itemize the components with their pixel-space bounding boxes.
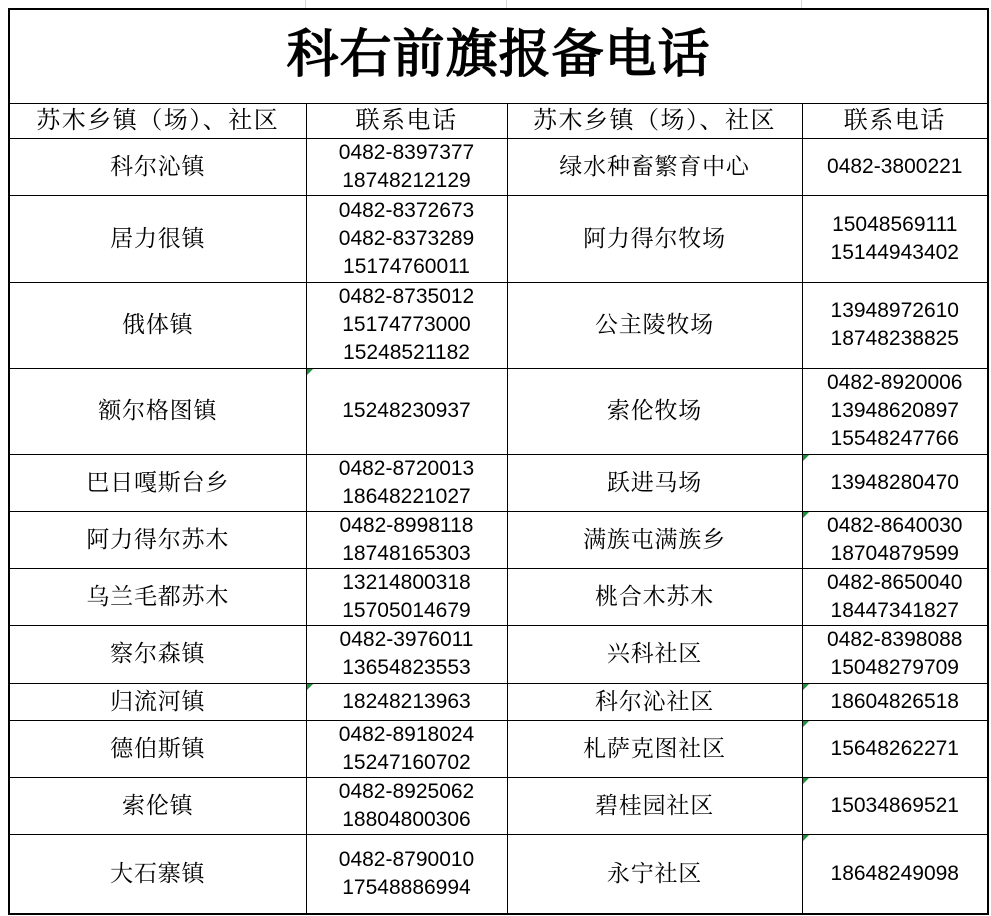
area-cell[interactable] [507,368,802,454]
phone-number: 18604826518 [830,689,959,713]
area-cell[interactable] [9,834,306,914]
phone-cell[interactable] [306,683,507,720]
phone-number: 15048279709 [830,656,959,679]
area-name: 归流河镇 [110,688,206,714]
phone-cell[interactable] [306,568,507,625]
phone-number: 0482-8373289 [338,226,475,250]
area-name: 德伯斯镇 [110,735,206,761]
phone-number: 15034869521 [830,793,959,817]
phone-cell[interactable] [802,282,988,368]
table-row [9,683,988,720]
area-cell[interactable] [9,282,306,368]
column-header-phone: 联系电话 [843,107,946,134]
phone-number: 0482-3976011 [339,628,474,651]
phone-cell[interactable] [306,511,507,568]
phone-cell[interactable] [802,195,988,282]
area-cell[interactable] [507,720,802,777]
phone-cell[interactable] [306,282,507,368]
area-name: 兴科社区 [606,641,703,666]
sheet-gridline [506,0,507,8]
phone-cell[interactable] [306,625,507,683]
phone-cell[interactable] [802,454,988,511]
area-name: 阿力得尔苏木 [86,526,230,552]
phone-number: 18248213963 [342,689,471,713]
phone-cell[interactable] [306,138,507,195]
phone-directory-table [8,8,989,915]
area-name: 索伦镇 [122,792,194,818]
area-cell[interactable] [9,195,306,282]
area-cell[interactable] [9,138,306,195]
table-row [9,138,988,195]
area-cell[interactable] [507,138,802,195]
area-cell[interactable] [9,683,306,720]
phone-number: 13214800318 [342,570,471,594]
phone-cell[interactable] [306,454,507,511]
phone-number: 0482-8372673 [338,198,475,222]
phone-cell[interactable] [802,138,988,195]
phone-cell[interactable] [306,834,507,914]
table-row [9,454,988,511]
phone-number: 0482-8398088 [827,628,963,651]
phone-number: 13948620897 [830,399,959,422]
area-name: 永宁社区 [606,860,703,886]
title-cell[interactable] [9,9,988,103]
area-cell[interactable] [9,368,306,454]
phone-number: 18648249098 [830,861,959,885]
column-header-area: 苏木乡镇（场）、社区 [533,107,776,134]
phone-cell[interactable] [802,625,988,683]
table-row [9,834,988,914]
header-cell[interactable] [507,103,802,138]
area-cell[interactable] [507,625,802,683]
area-name: 札萨克图社区 [583,735,726,761]
area-cell[interactable] [507,195,802,282]
phone-number: 0482-8925062 [338,779,475,803]
area-name: 巴日嘎斯台乡 [86,469,230,495]
header-cell[interactable] [9,103,306,138]
table-row [9,625,988,683]
phone-number: 0482-8720013 [338,456,475,480]
area-name: 科尔沁镇 [110,153,206,179]
phone-number: 13948972610 [830,299,959,322]
phone-cell[interactable] [306,195,507,282]
phone-cell[interactable] [802,777,988,834]
area-cell[interactable] [507,777,802,834]
area-name: 居力很镇 [110,225,206,251]
area-cell[interactable] [507,511,802,568]
phone-number: 13948280470 [830,470,959,494]
table-row [9,368,988,454]
phone-number: 0482-8920006 [827,371,963,394]
phone-cell[interactable] [306,368,507,454]
area-cell[interactable] [9,568,306,625]
table-row [9,195,988,282]
area-name: 桃合木苏木 [595,583,714,609]
phone-number: 0482-8397377 [338,140,475,164]
area-name: 大石寨镇 [110,860,206,886]
phone-number: 0482-3800221 [827,154,963,178]
phone-number: 18748238825 [830,327,959,350]
phone-number: 18748165303 [342,541,471,565]
area-name: 乌兰毛都苏木 [86,583,230,609]
phone-number: 18704879599 [830,541,959,565]
phone-number: 13654823553 [342,656,471,679]
area-name: 公主陵牧场 [595,312,714,337]
sheet-gridline [801,0,802,8]
phone-cell[interactable] [802,834,988,914]
area-name: 索伦牧场 [606,398,703,423]
area-name: 满族屯满族乡 [583,526,726,552]
area-name: 察尔森镇 [110,641,206,666]
header-cell[interactable] [802,103,988,138]
phone-number: 15648262271 [830,736,959,760]
area-cell[interactable] [507,834,802,914]
phone-number: 15174760011 [343,254,470,278]
sheet-gridline [305,0,306,8]
area-cell[interactable] [9,511,306,568]
area-cell[interactable] [507,454,802,511]
table-row [9,511,988,568]
header-cell[interactable] [306,103,507,138]
phone-number: 15144943402 [830,240,959,264]
phone-number: 0482-8918024 [338,722,475,746]
column-header-phone: 联系电话 [355,107,458,134]
phone-number: 0482-8998118 [339,513,474,537]
area-cell[interactable] [9,720,306,777]
phone-cell[interactable] [802,368,988,454]
table-row [9,568,988,625]
phone-number: 15247160702 [342,750,471,774]
phone-number: 15248521182 [343,341,470,364]
area-name: 绿水种畜繁育中心 [559,153,750,179]
phone-number: 15548247766 [830,427,959,450]
phone-cell[interactable] [306,720,507,777]
title-row [9,9,988,103]
table-row [9,282,988,368]
phone-number: 0482-8790010 [338,847,475,871]
area-cell[interactable] [507,282,802,368]
area-name: 跃进马场 [606,469,703,495]
area-name: 额尔格图镇 [98,398,218,423]
area-cell[interactable] [9,454,306,511]
area-cell[interactable] [9,777,306,834]
column-header-area: 苏木乡镇（场）、社区 [36,107,280,134]
header-row [9,103,988,138]
phone-number: 0482-8650040 [827,570,963,594]
phone-number: 18447341827 [830,598,959,622]
area-cell[interactable] [507,568,802,625]
phone-number: 0482-8640030 [827,513,963,537]
phone-cell[interactable] [802,720,988,777]
area-cell[interactable] [9,625,306,683]
phone-cell[interactable] [802,511,988,568]
phone-number: 0482-8735012 [338,285,475,308]
phone-number: 18804800306 [342,807,471,831]
phone-number: 15174773000 [342,313,471,336]
sheet-title: 科右前旗报备电话 [286,27,711,85]
phone-number: 15705014679 [342,598,471,622]
phone-number: 18648221027 [342,484,471,508]
table-row [9,720,988,777]
area-name: 阿力得尔牧场 [583,225,726,251]
area-name: 科尔沁社区 [595,688,714,714]
area-cell[interactable] [507,683,802,720]
phone-cell[interactable] [802,683,988,720]
phone-cell[interactable] [802,568,988,625]
phone-number: 15248230937 [342,399,471,422]
phone-number: 17548886994 [342,875,471,899]
phone-cell[interactable] [306,777,507,834]
table-row [9,777,988,834]
area-name: 碧桂园社区 [595,792,714,818]
area-name: 俄体镇 [122,312,194,337]
phone-number: 18748212129 [342,168,471,192]
phone-number: 15048569111 [832,212,958,236]
